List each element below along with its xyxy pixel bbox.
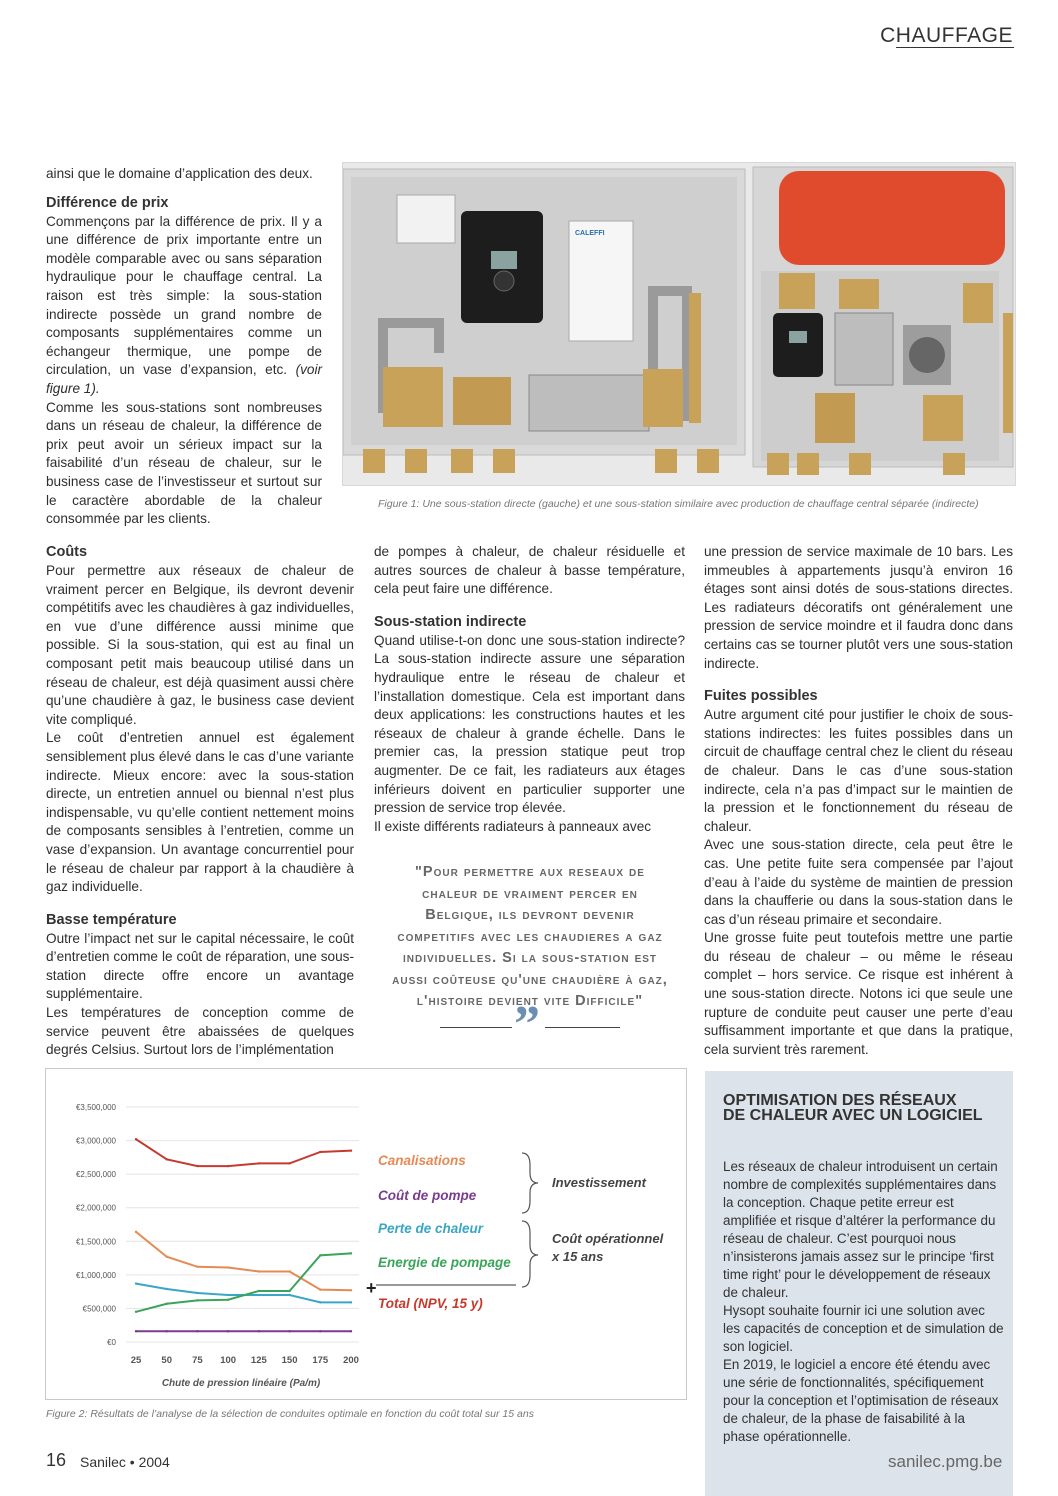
figure-2-chart [45, 1068, 687, 1400]
chart-legend-item: Canalisations [378, 1153, 466, 1168]
chart-data-point [196, 1330, 198, 1332]
paragraph-leaks-2: Avec une sous-station directe, cela peut être le cas. Une petite fuite sera compensée par l’ajout d’eau à l’aide du système de maintien de pression dans la chaufferie ou dans la sous-station dans le cas d’un réseau primaire et secondaire. [704, 837, 1013, 927]
chart-legend-item: Perte de chaleur [378, 1221, 484, 1236]
heading-indirect: Sous-station indirecte [374, 613, 527, 630]
chart-x-tick-label: 175 [312, 1355, 329, 1366]
sidebar-title: OPTIMISATION DES RÉSEAUX DE CHALEUR AVEC UN LOGICIEL [723, 1092, 983, 1124]
chart-data-point [227, 1330, 229, 1332]
magazine-issue: Sanilec • 2004 [80, 1454, 170, 1470]
chart-data-point [350, 1301, 352, 1303]
chart-data-point [319, 1254, 321, 1256]
chart-legend-plus: + [366, 1278, 377, 1298]
chart-data-point [258, 1270, 260, 1272]
chart-data-point [350, 1289, 352, 1291]
chart-legend-group-investment: Investissement [552, 1175, 646, 1190]
column-1 [46, 165, 322, 529]
heading-costs: Coûts [46, 544, 88, 560]
chart-x-tick-label: 100 [220, 1355, 237, 1366]
chart-svg [46, 1069, 686, 1399]
chart-data-point [135, 1231, 137, 1233]
chart-legend-total: Total (NPV, 15 y) [378, 1296, 483, 1311]
chart-data-point [258, 1290, 260, 1292]
section-underline [896, 47, 1014, 48]
sidebar-paragraph-1: Les réseaux de chaleur introduisent un certain nombre de complexités supplémentaires dans la conception. Chaque petite erreur est amplifiée et risque d’altérer la performance du réseau de chaleur. C’est pourquoi nous n’insisterons jamais assez sur le principe ‘first time right’ pour le développement de réseaux de chaleur. [723, 1159, 998, 1300]
chart-x-tick-label: 200 [343, 1355, 359, 1366]
chart-data-point [319, 1151, 321, 1153]
chart-data-point [350, 1330, 352, 1332]
chart-x-tick-label: 50 [161, 1355, 173, 1366]
chart-data-point [227, 1299, 229, 1301]
chart-x-axis-label: Chute de pression linéaire (Pa/m) [161, 1378, 321, 1389]
chart-data-point [166, 1303, 168, 1305]
chart-x-tick-label: 125 [250, 1355, 267, 1366]
chart-legend-item: Coût de pompe [378, 1188, 477, 1203]
chart-series-line [136, 1232, 351, 1290]
paragraph-indirect-2: Il existe différents radiateurs à panneaux avec [374, 818, 652, 834]
chart-x-tick-label: 150 [281, 1355, 298, 1366]
paragraph-continued-3: une pression de service maximale de 10 bars. Les immeubles à appartements jusqu’à environ 16 étages sont ainsi dotés de sous-stations directes. Les radiateurs décoratifs ont généralement une pression de service moindre et il faudra donc dans certains cas se tourner plutôt vers une sous-station indirecte. [704, 544, 1013, 671]
chart-data-point [350, 1252, 352, 1254]
paragraph-costs-1: Pour permettre aux réseaux de chaleur de vraiment percer en Belgique, ils devront devenir compétitifs avec les chaudières à gaz individuelles, en vue d’une différence aussi minime que possible. Si la sous-station, qui est au final un composant petit mais beaucoup utilisé dans un réseau de chaleur, est déjà quasiment aussi chère qu’une chaudière à gaz, le business case devient vite compliqué. [46, 563, 354, 727]
quote-line-right [545, 1027, 620, 1028]
section-title: CHAUFFAGE [880, 24, 1013, 47]
chart-data-point [258, 1294, 260, 1296]
chart-legend-item: Energie de pompage [378, 1255, 511, 1270]
sidebar-paragraph-3: En 2019, le logiciel a encore été étendu avec une série de fonctionnalités, spécifiquement pour la conception et l’optimisation de réseaux de chaleur, de la phase de faisabilité à la phase opérationnelle. [723, 1357, 999, 1444]
figure-1-caption: Figure 1: Une sous-station directe (gauche) et une sous-station similaire avec production de chauffage central séparée (indirecte) [378, 498, 979, 510]
column-3 [704, 543, 1013, 1059]
chart-legend-brace-operational [522, 1221, 538, 1287]
chart-data-point [288, 1330, 290, 1332]
chart-data-point [196, 1266, 198, 1268]
chart-data-point [227, 1266, 229, 1268]
paragraph-leaks-1: Autre argument cité pour justifier le choix de sous-stations indirectes: les fuites possibles dans un circuit de chauffage central chez le client du réseau de chaleur. Dans le cas d’une sous-station indirecte, cela n’a pas d’impact sur le maintien de la pression et le fonctionnement du réseau de chaleur. [704, 707, 1013, 834]
chart-data-point [135, 1330, 137, 1332]
chart-data-point [196, 1292, 198, 1294]
intro-text: ainsi que le domaine d’application des deux. [46, 166, 313, 181]
paragraph-low-2: Les températures de conception comme de service peuvent être abaissées de quelques degrés Celsius. Surtout lors de l’implémentation [46, 1005, 354, 1058]
chart-y-tick-label: €0 [107, 1338, 116, 1347]
column-2 [374, 543, 685, 836]
chart-data-point [166, 1330, 168, 1332]
paragraph-price-1: Commençons par la différence de prix. Il y a une différence de prix importante entre un modèle comparable avec ou sans séparation hydraulique pour le chauffage central. La raison est très simple: la sous-station indirecte possède un grand nombre de composants supplémentaires comme un échangeur thermique, une pompe de circulation, un vase d’expansion, etc. (voir figure 1). [46, 213, 322, 396]
chart-data-point [258, 1330, 260, 1332]
chart-data-point [166, 1158, 168, 1160]
chart-data-point [288, 1290, 290, 1292]
svg-text:CALEFFI: CALEFFI [575, 230, 605, 237]
chart-x-tick-label: 25 [130, 1355, 142, 1366]
pull-quote: "Pour permettre aux reseaux de chaleur de vraiment percer en Belgique, ils devront devenir competitifs avec les chaudieres a gaz individuelles. Si la sous-station est aussi coûteuse qu'une chaudière à gaz, l'histoire devient vite Difficile" [392, 864, 668, 1009]
chart-y-tick-label: €2,500,000 [75, 1170, 116, 1180]
chart-series-line [136, 1284, 351, 1303]
chart-data-point [288, 1294, 290, 1296]
website-url[interactable]: sanilec.pmg.be [888, 1452, 1003, 1471]
heading-low-temp: Basse température [46, 911, 177, 928]
chart-data-point [135, 1138, 137, 1140]
heading-leaks: Fuites possibles [704, 688, 818, 705]
sidebar-text [723, 1158, 1005, 1446]
chart-data-point [319, 1288, 321, 1290]
chart-data-point [196, 1299, 198, 1301]
chart-data-point [166, 1288, 168, 1290]
chart-data-point [319, 1330, 321, 1332]
paragraph-leaks-3: Une grosse fuite peut toutefois mettre une partie du réseau de chaleur – ou même le réseau complet – hors service. Ce risque est inhérent à une sous-station directe. Notons ici que seule une rupture de conduite peut causer une perte d’eau suffisamment importante et que dans la pratique, cela survient très rarement. [704, 930, 1013, 1057]
sidebar-box [705, 1071, 1013, 1496]
paragraph-price-2: Comme les sous-stations sont nombreuses dans un réseau de chaleur, la différence de prix peut avoir un sérieux impact sur la faisabilité d’un réseau de chaleur, sur le business case de l’investisseur et surtout sur le caractère abordable de la chaleur consommée par les clients. [46, 399, 322, 527]
chart-data-point [166, 1256, 168, 1258]
chart-data-point [227, 1165, 229, 1167]
quote-mark-icon: ” [514, 996, 540, 1053]
heading-price: Différence de prix [46, 194, 169, 211]
quote-line-left [440, 1027, 512, 1028]
chart-data-point [319, 1301, 321, 1303]
chart-data-point [196, 1165, 198, 1167]
sidebar-paragraph-2: Hysopt souhaite fournir ici une solution avec les capacités de conception et de simulation de son logiciel. [723, 1303, 1004, 1354]
chart-legend-group-operational: Coût opérationnel [552, 1231, 664, 1246]
paragraph-indirect-1: Quand utilise-t-on donc une sous-station indirecte? La sous-station indirecte assure une séparation hydraulique entre le réseau de chaleur et l’installation domestique. Cela est important dans deux applications: les constructions hautes et les réseaux de chaleur à grande échelle. Dans le premier cas, la pression statique peut trop augmenter. De ce fait, les radiateurs aux étages inférieurs doivent en particulier supporter une pression de service trop élevée. [374, 632, 685, 816]
chart-series-line [136, 1139, 351, 1166]
paragraph-low-1: Outre l’impact net sur le capital nécessaire, le coût d’entretien comme le coût de réparation, une sous-station directe offre encore un avantage supplémentaire. [46, 930, 354, 1002]
column-1b [46, 543, 354, 1060]
chart-y-tick-label: €2,000,000 [75, 1203, 116, 1213]
chart-legend-brace-investment [522, 1153, 538, 1213]
chart-y-tick-label: €1,500,000 [75, 1237, 116, 1247]
chart-legend-group-operational-years: x 15 ans [552, 1249, 604, 1264]
chart-data-point [227, 1294, 229, 1296]
chart-data-point [135, 1282, 137, 1284]
figure-1-photo [342, 162, 1016, 486]
paragraph-costs-2: Le coût d’entretien annuel est également sensiblement plus élevé dans le cas d’une variante indirecte. Mieux encore: avec la sous-station directe, un entretien annuel ou biennal n’est plus indispensable, vu qu’elle contient nettement moins de composants sensibles à l’entretien, comme un vase d’expansion. Un avantage concurrentiel pour le réseau de chaleur par rapport à la chaudière à gaz individuelle. [46, 730, 354, 895]
chart-y-tick-label: €1,000,000 [75, 1270, 116, 1280]
chart-x-tick-label: 75 [192, 1355, 203, 1366]
chart-data-point [288, 1162, 290, 1164]
chart-data-point [258, 1162, 260, 1164]
chart-data-point [135, 1311, 137, 1313]
page-number: 16 [46, 1450, 67, 1470]
chart-y-tick-label: €3,500,000 [75, 1103, 116, 1112]
chart-y-tick-label: €500,000 [82, 1304, 116, 1314]
figure-2-caption: Figure 2: Résultats de l’analyse de la sélection de conduites optimale en fonction du coût total sur 15 ans [46, 1408, 534, 1420]
paragraph-continued: de pompes à chaleur, de chaleur résiduelle et autres sources de chaleur à basse température, cela peut faire une différence. [374, 544, 685, 597]
chart-data-point [350, 1149, 352, 1151]
chart-y-tick-label: €3,000,000 [75, 1136, 116, 1146]
chart-data-point [288, 1270, 290, 1272]
